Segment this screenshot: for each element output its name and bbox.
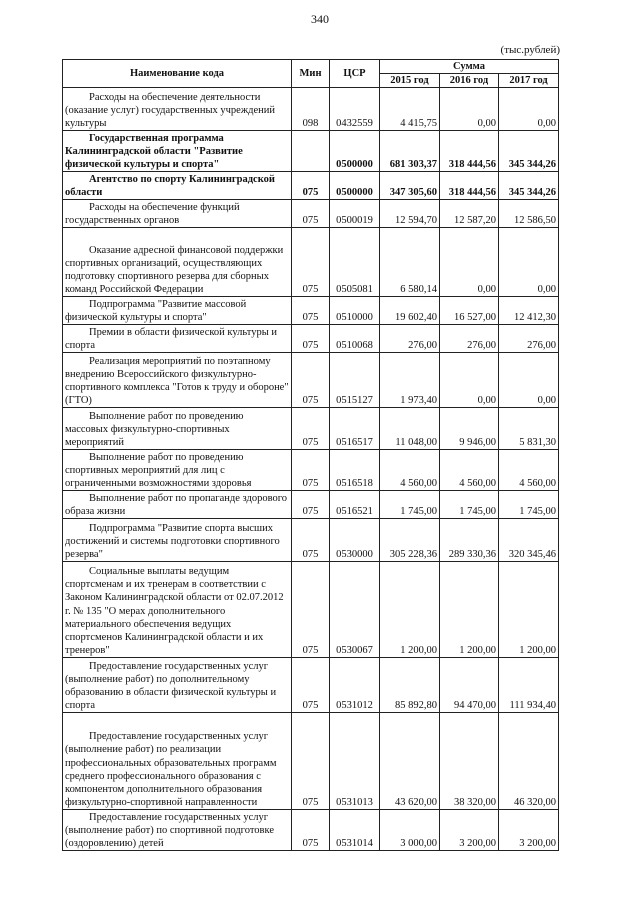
table-row xyxy=(63,131,559,172)
row-min: 075 xyxy=(292,353,330,408)
row-min: 098 xyxy=(292,88,330,131)
header-min: Мин xyxy=(292,60,330,88)
row-amount-2016: 1 200,00 xyxy=(440,562,499,658)
row-amount-2017: 276,00 xyxy=(499,325,559,353)
row-amount-2015: 4 560,00 xyxy=(380,450,440,491)
row-name: Выполнение работ по проведению массовых физкультурно-спортивных мероприятий xyxy=(63,408,292,450)
row-min xyxy=(292,131,330,172)
table-row xyxy=(63,658,559,713)
row-amount-2017: 345 344,26 xyxy=(499,172,559,200)
row-name: Государственная программа Калининградской области "Развитие физической культуры и спорта" xyxy=(63,131,292,172)
row-amount-2015: 1 745,00 xyxy=(380,491,440,519)
units-label: (тыс.рублей) xyxy=(500,44,560,56)
row-csr: 0515127 xyxy=(330,353,380,408)
table-row xyxy=(63,408,559,450)
row-amount-2017: 111 934,40 xyxy=(499,658,559,713)
row-amount-2015: 85 892,80 xyxy=(380,658,440,713)
row-amount-2017: 0,00 xyxy=(499,228,559,297)
row-min: 075 xyxy=(292,658,330,713)
row-csr: 0516521 xyxy=(330,491,380,519)
row-name: Социальные выплаты ведущим спортсменам и их тренерам в соответствии с Законом Калининградской области от 02.07.2012 г. № 135 "О мерах дополнительного материального обеспечения ведущих спортсменов Калининградской области и их тренеров" xyxy=(63,562,292,658)
table-row xyxy=(63,200,559,228)
table-row xyxy=(63,353,559,408)
row-amount-2016: 289 330,36 xyxy=(440,519,499,562)
row-min: 075 xyxy=(292,562,330,658)
row-name: Предоставление государственных услуг (выполнение работ) по реализации профессиональных образовательных программ среднего профессионального образования с компонентом дополнительного образования физкультурно-спортивной направленности xyxy=(63,713,292,810)
row-name: Подпрограмма "Развитие массовой физической культуры и спорта" xyxy=(63,297,292,325)
row-name: Предоставление государственных услуг (выполнение работ) по дополнительному образованию в области физической культуры и спорта xyxy=(63,658,292,713)
row-amount-2015: 12 594,70 xyxy=(380,200,440,228)
row-name: Премии в области физической культуры и спорта xyxy=(63,325,292,353)
row-amount-2016: 38 320,00 xyxy=(440,713,499,810)
row-amount-2017: 1 200,00 xyxy=(499,562,559,658)
row-name: Подпрограмма "Развитие спорта высших достижений и системы подготовки спортивного резерва" xyxy=(63,519,292,562)
row-amount-2016: 12 587,20 xyxy=(440,200,499,228)
page-number: 340 xyxy=(311,12,329,26)
table-row xyxy=(63,228,559,297)
row-amount-2015: 1 200,00 xyxy=(380,562,440,658)
row-amount-2015: 681 303,37 xyxy=(380,131,440,172)
row-amount-2016: 0,00 xyxy=(440,228,499,297)
row-min: 075 xyxy=(292,228,330,297)
row-amount-2016: 0,00 xyxy=(440,88,499,131)
table-row xyxy=(63,562,559,658)
row-csr: 0500019 xyxy=(330,200,380,228)
row-csr: 0510068 xyxy=(330,325,380,353)
header-year-2016: 2016 год xyxy=(440,74,499,88)
header-sum: Сумма xyxy=(380,60,559,74)
row-csr: 0530067 xyxy=(330,562,380,658)
row-min: 075 xyxy=(292,200,330,228)
row-csr: 0516517 xyxy=(330,408,380,450)
row-amount-2016: 1 745,00 xyxy=(440,491,499,519)
row-amount-2015: 4 415,75 xyxy=(380,88,440,131)
row-amount-2017: 5 831,30 xyxy=(499,408,559,450)
row-min: 075 xyxy=(292,519,330,562)
row-amount-2016: 94 470,00 xyxy=(440,658,499,713)
row-min: 075 xyxy=(292,713,330,810)
row-name: Реализация мероприятий по поэтапному внедрению Всероссийского физкультурно-спортивного комплекса "Готов к труду и обороне" (ГТО) xyxy=(63,353,292,408)
row-min: 075 xyxy=(292,408,330,450)
table-row xyxy=(63,491,559,519)
row-csr: 0531012 xyxy=(330,658,380,713)
row-csr: 0500000 xyxy=(330,131,380,172)
row-amount-2015: 347 305,60 xyxy=(380,172,440,200)
row-name: Предоставление государственных услуг (выполнение работ) по спортивной подготовке (оздоровлению) детей xyxy=(63,810,292,851)
row-min: 075 xyxy=(292,297,330,325)
table-row xyxy=(63,519,559,562)
row-name: Выполнение работ по проведению спортивных мероприятий для лиц с ограниченными возможностями здоровья xyxy=(63,450,292,491)
table-row xyxy=(63,172,559,200)
row-amount-2016: 318 444,56 xyxy=(440,131,499,172)
row-csr: 0505081 xyxy=(330,228,380,297)
table-row xyxy=(63,325,559,353)
row-min: 075 xyxy=(292,172,330,200)
table-row xyxy=(63,450,559,491)
row-amount-2015: 43 620,00 xyxy=(380,713,440,810)
row-amount-2017: 4 560,00 xyxy=(499,450,559,491)
row-csr: 0432559 xyxy=(330,88,380,131)
table-row xyxy=(63,297,559,325)
budget-table xyxy=(62,59,559,851)
table-body xyxy=(63,88,559,851)
row-amount-2015: 19 602,40 xyxy=(380,297,440,325)
row-csr: 0516518 xyxy=(330,450,380,491)
row-amount-2015: 305 228,36 xyxy=(380,519,440,562)
row-amount-2016: 16 527,00 xyxy=(440,297,499,325)
row-name: Оказание адресной финансовой поддержки спортивных организаций, осуществляющих подготовку спортивного резерва для сборных команд Российской Федерации xyxy=(63,228,292,297)
row-min: 075 xyxy=(292,325,330,353)
row-amount-2017: 12 586,50 xyxy=(499,200,559,228)
row-amount-2015: 1 973,40 xyxy=(380,353,440,408)
row-csr: 0510000 xyxy=(330,297,380,325)
row-amount-2017: 12 412,30 xyxy=(499,297,559,325)
row-csr: 0530000 xyxy=(330,519,380,562)
row-min: 075 xyxy=(292,491,330,519)
row-amount-2017: 0,00 xyxy=(499,353,559,408)
header-year-2017: 2017 год xyxy=(499,74,559,88)
row-amount-2017: 345 344,26 xyxy=(499,131,559,172)
row-amount-2017: 0,00 xyxy=(499,88,559,131)
row-amount-2015: 6 580,14 xyxy=(380,228,440,297)
table-row xyxy=(63,713,559,810)
row-min: 075 xyxy=(292,810,330,851)
row-name: Выполнение работ по пропаганде здорового образа жизни xyxy=(63,491,292,519)
row-amount-2015: 11 048,00 xyxy=(380,408,440,450)
row-amount-2016: 3 200,00 xyxy=(440,810,499,851)
row-amount-2016: 9 946,00 xyxy=(440,408,499,450)
row-amount-2016: 276,00 xyxy=(440,325,499,353)
row-name: Расходы на обеспечение функций государственных органов xyxy=(63,200,292,228)
table-row xyxy=(63,88,559,131)
row-name: Расходы на обеспечение деятельности (оказание услуг) государственных учреждений культуры xyxy=(63,88,292,131)
table-header xyxy=(63,60,559,88)
row-amount-2015: 3 000,00 xyxy=(380,810,440,851)
row-amount-2017: 3 200,00 xyxy=(499,810,559,851)
row-name: Агентство по спорту Калининградской области xyxy=(63,172,292,200)
row-amount-2017: 46 320,00 xyxy=(499,713,559,810)
row-amount-2015: 276,00 xyxy=(380,325,440,353)
header-year-2015: 2015 год xyxy=(380,74,440,88)
row-min: 075 xyxy=(292,450,330,491)
row-csr: 0500000 xyxy=(330,172,380,200)
row-amount-2016: 0,00 xyxy=(440,353,499,408)
row-amount-2016: 318 444,56 xyxy=(440,172,499,200)
header-csr: ЦСР xyxy=(330,60,380,88)
row-amount-2017: 1 745,00 xyxy=(499,491,559,519)
row-csr: 0531014 xyxy=(330,810,380,851)
header-name: Наименование кода xyxy=(63,60,292,88)
row-amount-2017: 320 345,46 xyxy=(499,519,559,562)
table-row xyxy=(63,810,559,851)
row-amount-2016: 4 560,00 xyxy=(440,450,499,491)
row-csr: 0531013 xyxy=(330,713,380,810)
